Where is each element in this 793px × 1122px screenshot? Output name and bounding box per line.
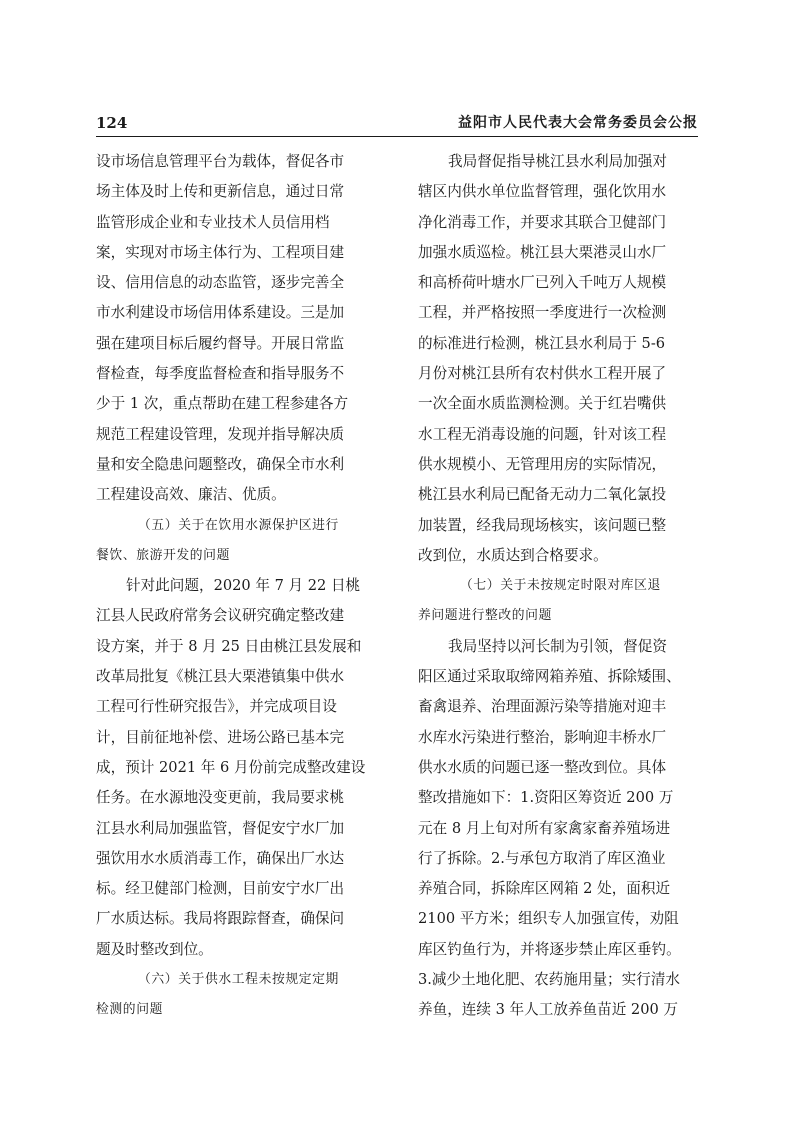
- text-line: 我局坚持以河长制为引领，督促资: [448, 637, 667, 655]
- text-line: 量和安全隐患问题整改，确保全市水利: [96, 455, 345, 473]
- text-line: 案，实现对市场主体行为、工程项目建: [96, 243, 345, 261]
- text-line: 江县人民政府常务会议研究确定整改建: [96, 607, 345, 625]
- right-text-column: [418, 147, 698, 1026]
- text-line: 设方案，并于 8 月 25 日由桃江县发展和: [96, 637, 362, 655]
- text-line: 任务。在水源地没变更前，我局要求桃: [96, 789, 345, 807]
- text-line: 一次全面水质监测检测。关于红岩嘴供: [418, 395, 667, 413]
- text-line: 辖区内供水单位监督管理，强化饮用水: [418, 183, 667, 201]
- text-line: 养鱼，连续 3 年人工放养鱼苗近 200 万: [418, 1001, 679, 1019]
- text-line: 我局督促指导桃江县水利局加强对: [448, 153, 667, 170]
- left-text-column: [96, 147, 376, 1026]
- text-line: 市水利建设市场信用体系建设。三是加: [96, 304, 345, 322]
- text-line: 畜禽退养、治理面源污染等措施对迎丰: [418, 698, 667, 716]
- text-line: 月份对桃江县所有农村供水工程开展了: [418, 365, 667, 383]
- text-line: 设、信用信息的动态监管，逐步完善全: [96, 274, 345, 292]
- text-line: 场主体及时上传和更新信息，通过日常: [96, 183, 345, 201]
- text-line: 江县水利局加强监管，督促安宁水厂加: [96, 819, 345, 837]
- text-line: 桃江县水利局已配备无动力二氧化氯投: [418, 486, 667, 504]
- text-line: 阳区通过采取取缔网箱养殖、拆除矮围、: [418, 668, 681, 686]
- text-line: 工程可行性研究报告》，并完成项目设: [96, 698, 337, 716]
- text-line: 强在建项目标后履约督导。开展日常监: [96, 334, 345, 352]
- page-header: [96, 112, 698, 134]
- text-line: 计，目前征地补偿、进场公路已基本完: [96, 728, 345, 746]
- text-line: 元在 8 月上旬对所有家禽家畜养殖场进: [418, 819, 671, 837]
- text-line: 3.减少土地化肥、农药施用量；实行清水: [418, 971, 681, 989]
- text-line: 行了拆除。2.与承包方取消了库区渔业: [418, 849, 666, 867]
- text-line: 加装置，经我局现场核实，该问题已整: [418, 516, 667, 534]
- text-line: 供水水质的问题已逐一整改到位。具体: [418, 758, 667, 776]
- text-line: 改到位，水质达到合格要求。: [418, 546, 608, 564]
- text-line: 库区钓鱼行为，并将逐步禁止库区垂钓。: [418, 940, 681, 958]
- text-line: 养殖合同，拆除库区网箱 2 处，面积近: [418, 880, 671, 898]
- text-line: 工程建设高效、廉洁、优质。: [96, 486, 286, 504]
- text-line: 整改措施如下：1.资阳区筹资近 200 万: [418, 789, 674, 807]
- text-line: 标。经卫健部门检测，目前安宁水厂出: [96, 880, 345, 898]
- text-line: 设市场信息管理平台为载体，督促各市: [96, 153, 345, 170]
- text-line: 水工程无消毒设施的问题，针对该工程: [418, 425, 667, 443]
- text-line: 题及时整改到位。: [96, 940, 213, 958]
- text-line: 2100 平方米；组织专人加强宣传，劝阻: [418, 910, 679, 928]
- text-line: 供水规模小、无管理用房的实际情况，: [418, 455, 667, 473]
- text-line: 加强水质巡检。桃江县大栗港灵山水厂: [418, 243, 667, 261]
- section-heading-line: 餐饮、旅游开发的问题: [96, 547, 230, 563]
- journal-title: 益阳市人民代表大会常务委员会公报: [458, 115, 698, 131]
- text-line: 成，预计 2021 年 6 月份前完成整改建设: [96, 758, 366, 776]
- text-line: 规范工程建设管理，发现并指导解决质: [96, 425, 345, 443]
- text-line: 厂水质达标。我局将跟踪督查，确保问: [96, 910, 345, 928]
- section-heading-line: （七）关于未按规定时限对库区退: [460, 578, 661, 594]
- text-line: 针对此问题，2020 年 7 月 22 日桃: [126, 577, 361, 595]
- text-line: 工程，并严格按照一季度进行一次检测: [418, 304, 667, 322]
- text-line: 净化消毒工作，并要求其联合卫健部门: [418, 213, 667, 231]
- text-line: 少于 1 次，重点帮助在建工程参建各方: [96, 395, 349, 413]
- header-rule: [96, 136, 698, 137]
- text-line: 和高桥荷叶塘水厂已列入千吨万人规模: [418, 274, 667, 292]
- page-number: 124: [96, 114, 128, 132]
- text-line: 监管形成企业和专业技术人员信用档: [96, 213, 330, 231]
- section-heading-line: 养问题进行整改的问题: [418, 608, 552, 624]
- section-heading-line: 检测的问题: [96, 1002, 163, 1018]
- text-line: 水库水污染进行整治，影响迎丰桥水厂: [418, 728, 667, 746]
- section-heading-line: （五）关于在饮用水源保护区进行: [138, 517, 339, 533]
- text-line: 改革局批复《桃江县大栗港镇集中供水: [96, 668, 345, 686]
- text-line: 强饮用水水质消毒工作，确保出厂水达: [96, 849, 345, 867]
- text-line: 的标准进行检测，桃江县水利局于 5-6: [418, 334, 666, 352]
- section-heading-line: （六）关于供水工程未按规定定期: [138, 972, 339, 988]
- text-line: 督检查，每季度监督检查和指导服务不: [96, 365, 345, 383]
